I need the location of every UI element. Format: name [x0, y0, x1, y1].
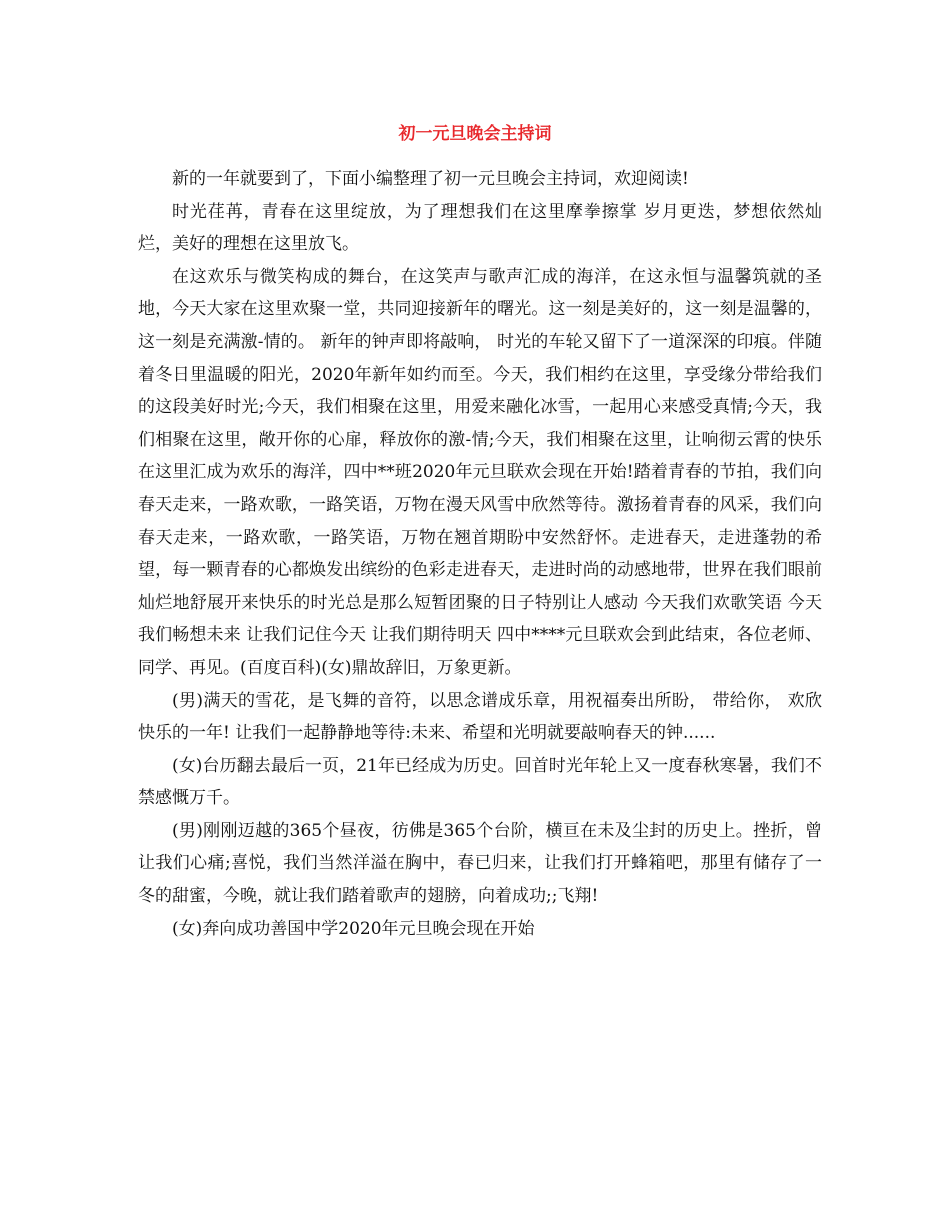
paragraph-opening: 时光荏苒，青春在这里绽放，为了理想我们在这里摩拳擦掌 岁月更迭，梦想依然灿烂，美好的理想在这里放飞。 [138, 201, 822, 255]
paragraph-main: 在这欢乐与微笑构成的舞台，在这笑声与歌声汇成的海洋，在这永恒与温馨筑就的圣地，今天大家在这里欢聚一堂，共同迎接新年的曙光。这一刻是美好的，这一刻是温馨的，这一刻是充满激-情的。 新年的钟声即将敲响， 时光的车轮又留下了一道深深的印痕。伴随着冬日里温暖的阳光，2020年新年如约而至。今天，我们相约在这里，享受缘分带给我们的这段美好时光;今天，我们相聚在这里，用爱来融化冰雪，一起用心来感受真情;今天，我们相聚在这里，敞开你的心扉，释放你的激-情;今天，我们相聚在这里，让响彻云霄的快乐在这里汇成为欢乐的海洋，四中**班2020年元旦联欢会现在开始!踏着青春的节拍，我们向春天走来，一路欢歌，一路笑语，万物在漫天风雪中欣然等待。激扬着青春的风采，我们向春天走来，一路欢歌，一路笑语，万物在翘首期盼中安然舒怀。走进春天，走进蓬勃的希望，每一颗青春的心都焕发出缤纷的色彩走进春天，走进时尚的动感地带，世界在我们眼前灿烂地舒展开来快乐的时光总是那么短暂团聚的日子特别让人感动 今天我们欢歌笑语 今天我们畅想未来 让我们记住今天 让我们期待明天 四中****元旦联欢会到此结束，各位老师、同学、再见。(百度百科)(女)鼎故辞旧，万象更新。 [138, 266, 822, 678]
paragraph-male-2: (男)刚刚迈越的365个昼夜，彷佛是365个台阶，横亘在未及尘封的历史上。挫折，曾让我们心痛;喜悦，我们当然洋溢在胸中，春已归来，让我们打开蜂箱吧，那里有储存了一冬的甜蜜，今晚，就让我们踏着歌声的翅膀，向着成功;;飞翔! [138, 820, 822, 907]
document-body [138, 163, 822, 945]
paragraph-intro: 新的一年就要到了，下面小编整理了初一元旦晚会主持词，欢迎阅读! [172, 169, 689, 189]
paragraph-female-2: (女)奔向成功善国中学2020年元旦晚会现在开始 [172, 918, 535, 939]
paragraph-female-1: (女)台历翻去最后一页，21年已经成为历史。回首时光年轮上又一度春秋寒暑，我们不禁感慨万千。 [138, 755, 822, 809]
paragraph-male-1: (男)满天的雪花，是飞舞的音符，以思念谱成乐章，用祝福奏出所盼， 带给你， 欢欣快乐的一年! 让我们一起静静地等待:未来、希望和光明就要敲响春天的钟...... [138, 690, 822, 744]
document-title: 初一元旦晚会主持词 [398, 124, 552, 144]
